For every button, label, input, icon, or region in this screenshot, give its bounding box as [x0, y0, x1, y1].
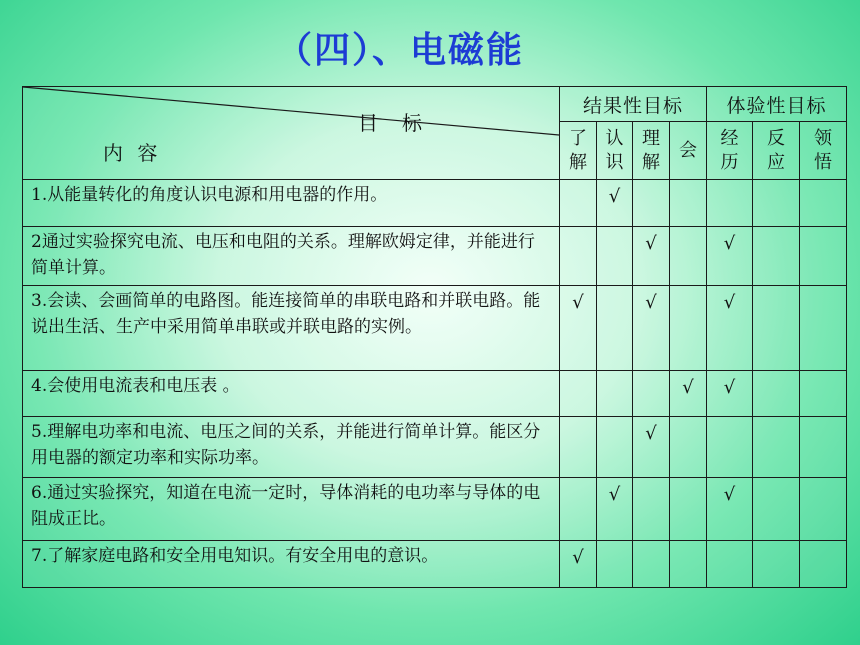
empty-mark-cell — [560, 417, 597, 478]
empty-mark-cell — [753, 180, 800, 227]
empty-mark-cell — [633, 541, 670, 588]
empty-mark-cell — [753, 417, 800, 478]
empty-mark-cell — [597, 541, 633, 588]
empty-mark-cell — [670, 286, 707, 371]
column-header-able — [670, 122, 707, 180]
empty-mark-cell — [753, 478, 800, 541]
diagonal-header-cell — [23, 87, 560, 180]
check-mark-cell: √ — [707, 478, 753, 541]
empty-mark-cell — [800, 180, 847, 227]
column-header-react — [753, 122, 800, 180]
goals-table — [22, 86, 847, 588]
empty-mark-cell — [800, 286, 847, 371]
column-header-char: 理 — [642, 127, 660, 149]
empty-mark-cell — [670, 541, 707, 588]
check-mark-cell: √ — [633, 227, 670, 286]
empty-mark-cell — [633, 478, 670, 541]
column-header-char: 认 — [605, 127, 624, 149]
column-header-char: 解 — [569, 151, 587, 173]
check-mark-cell: √ — [633, 417, 670, 478]
header-target-label: 目 标 — [358, 111, 424, 135]
column-header-char: 悟 — [814, 151, 833, 173]
column-header-char: 了 — [569, 127, 587, 149]
column-header-char: 反 — [767, 127, 786, 149]
column-header-understand — [560, 122, 597, 180]
empty-mark-cell — [597, 417, 633, 478]
table-row — [23, 286, 847, 371]
empty-mark-cell — [560, 227, 597, 286]
column-header-experience — [707, 122, 753, 180]
content-cell: 2通过实验探究电流、电压和电阻的关系。理解欧姆定律，并能进行简单计算。 — [23, 227, 560, 286]
table-row — [23, 478, 847, 541]
empty-mark-cell — [800, 541, 847, 588]
empty-mark-cell — [753, 541, 800, 588]
empty-mark-cell — [753, 286, 800, 371]
empty-mark-cell — [560, 371, 597, 417]
table-row — [23, 541, 847, 588]
check-mark-cell: √ — [597, 478, 633, 541]
empty-mark-cell — [800, 478, 847, 541]
empty-mark-cell — [597, 286, 633, 371]
content-cell: 5.理解电功率和电流、电压之间的关系，并能进行简单计算。能区分用电器的额定功率和实际功率。 — [23, 417, 560, 478]
check-mark-cell: √ — [670, 371, 707, 417]
column-header-char: 应 — [767, 151, 786, 173]
empty-mark-cell — [707, 541, 753, 588]
check-mark-cell: √ — [560, 286, 597, 371]
column-header-char: 解 — [642, 151, 660, 173]
empty-mark-cell — [633, 180, 670, 227]
check-mark-cell: √ — [633, 286, 670, 371]
content-cell: 7.了解家庭电路和安全用电知识。有安全用电的意识。 — [23, 541, 560, 588]
table-row — [23, 371, 847, 417]
empty-mark-cell — [560, 478, 597, 541]
empty-mark-cell — [753, 371, 800, 417]
column-header-char: 历 — [720, 151, 739, 173]
check-mark-cell: √ — [707, 286, 753, 371]
empty-mark-cell — [670, 478, 707, 541]
empty-mark-cell — [670, 227, 707, 286]
empty-mark-cell — [560, 180, 597, 227]
table-row — [23, 417, 847, 478]
column-header-char: 会 — [679, 139, 697, 161]
empty-mark-cell — [800, 371, 847, 417]
content-cell: 4.会使用电流表和电压表 。 — [23, 371, 560, 417]
experience-goals-header: 体验性目标 — [707, 87, 847, 122]
table-row — [23, 180, 847, 227]
check-mark-cell: √ — [707, 371, 753, 417]
empty-mark-cell — [670, 417, 707, 478]
column-header-comprehend — [633, 122, 670, 180]
column-header-char: 领 — [814, 127, 833, 149]
slide-title: （四）、电磁能 — [275, 30, 524, 71]
check-mark-cell: √ — [597, 180, 633, 227]
column-header-char: 经 — [720, 127, 739, 149]
empty-mark-cell — [707, 180, 753, 227]
empty-mark-cell — [597, 227, 633, 286]
column-header-recognize — [597, 122, 633, 180]
content-cell: 3.会读、会画简单的电路图。能连接简单的串联电路和并联电路。能说出生活、生产中采用简单串联或并联电路的实例。 — [23, 286, 560, 371]
header-content-label: 内 容 — [103, 141, 162, 165]
empty-mark-cell — [800, 227, 847, 286]
empty-mark-cell — [707, 417, 753, 478]
empty-mark-cell — [633, 371, 670, 417]
content-cell: 6.通过实验探究，知道在电流一定时，导体消耗的电功率与导体的电阻成正比。 — [23, 478, 560, 541]
column-header-char: 识 — [605, 151, 624, 173]
column-header-realize — [800, 122, 847, 180]
empty-mark-cell — [753, 227, 800, 286]
check-mark-cell: √ — [707, 227, 753, 286]
table-row — [23, 227, 847, 286]
empty-mark-cell — [800, 417, 847, 478]
result-goals-header: 结果性目标 — [560, 87, 707, 122]
empty-mark-cell — [670, 180, 707, 227]
content-cell: 1.从能量转化的角度认识电源和用电器的作用。 — [23, 180, 560, 227]
check-mark-cell: √ — [560, 541, 597, 588]
empty-mark-cell — [597, 371, 633, 417]
